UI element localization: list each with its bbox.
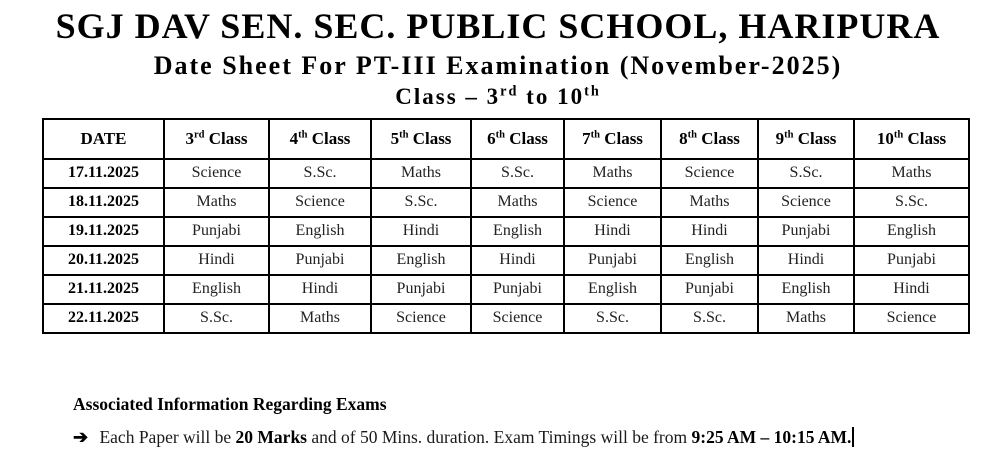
class-range-title [0,84,996,110]
subject-cell: Science [564,188,661,217]
table-header-row [43,119,969,159]
subject-cell: Hindi [758,246,854,275]
column-header-class-5: 5th Class [371,119,471,159]
info-heading: Associated Information Regarding Exams [73,393,387,414]
info-text-bold-timings: 9:25 AM – 10:15 AM. [691,427,852,448]
subject-cell: S.Sc. [371,188,471,217]
subject-cell: Science [758,188,854,217]
datesheet-title: Date Sheet For PT-III Examination (November-2025) [153,51,843,81]
subject-cell: Maths [564,159,661,188]
subject-cell: Maths [854,159,969,188]
subject-cell: Science [269,188,371,217]
column-header-class-7: 7th Class [564,119,661,159]
subject-cell: English [164,275,269,304]
subject-cell: Punjabi [164,217,269,246]
class-range-text: to 10 [518,84,585,110]
date-cell: 21.11.2025 [43,275,164,304]
subject-cell: English [758,275,854,304]
subject-cell: Punjabi [854,246,969,275]
info-text: and of 50 Mins. duration. Exam Timings will be from [306,427,692,448]
table-row [43,246,969,275]
subject-cell: Hindi [471,246,564,275]
subject-cell: English [661,246,758,275]
text-cursor[interactable] [852,427,854,447]
subject-cell: Science [371,304,471,333]
subject-cell: English [564,275,661,304]
column-header-class-6: 6th Class [471,119,564,159]
info-bullet [73,427,996,449]
subject-cell: Punjabi [758,217,854,246]
column-header-class-8: 8th Class [661,119,758,159]
arrow-bullet-icon: ➔ [73,427,89,448]
table-row [43,159,969,188]
subject-cell: English [371,246,471,275]
column-header-class-4: 4th Class [269,119,371,159]
ordinal-superscript: th [584,83,601,100]
table-row [43,304,969,333]
subject-cell: Hindi [564,217,661,246]
subject-cell: S.Sc. [564,304,661,333]
subject-cell: Hindi [164,246,269,275]
subject-cell: Punjabi [661,275,758,304]
table-row [43,275,969,304]
info-text: Each Paper will be [95,427,236,448]
document-page[interactable] [0,5,996,463]
subject-cell: Hindi [854,275,969,304]
subject-cell: S.Sc. [164,304,269,333]
info-text-bold-marks: 20 Marks [235,427,307,448]
subject-cell: S.Sc. [661,304,758,333]
subject-cell: English [269,217,371,246]
subject-cell: Science [164,159,269,188]
subject-cell: S.Sc. [854,188,969,217]
date-cell: 17.11.2025 [43,159,164,188]
subject-cell: Punjabi [471,275,564,304]
subject-cell: Maths [269,304,371,333]
date-cell: 20.11.2025 [43,246,164,275]
subject-cell: S.Sc. [269,159,371,188]
date-cell: 19.11.2025 [43,217,164,246]
table-row [43,188,969,217]
subject-cell: English [471,217,564,246]
subject-cell: Hindi [371,217,471,246]
date-cell: 22.11.2025 [43,304,164,333]
date-cell: 18.11.2025 [43,188,164,217]
column-header-class-10: 10th Class [854,119,969,159]
subject-cell: Punjabi [371,275,471,304]
subject-cell: Hindi [269,275,371,304]
subject-cell: Science [854,304,969,333]
class-range-text: Class – 3 [395,84,501,110]
subject-cell: Science [471,304,564,333]
subject-cell: S.Sc. [471,159,564,188]
column-header-class-3: 3rd Class [164,119,269,159]
subject-cell: Punjabi [269,246,371,275]
subject-cell: Maths [371,159,471,188]
subject-cell: Maths [758,304,854,333]
table-row [43,217,969,246]
school-name-title: SGJ DAV SEN. SEC. PUBLIC SCHOOL, HARIPURA [55,6,941,46]
column-header-date: DATE [43,119,164,159]
ordinal-superscript: rd [500,83,519,100]
column-header-class-9: 9th Class [758,119,854,159]
subject-cell: Hindi [661,217,758,246]
subject-cell: S.Sc. [758,159,854,188]
subject-cell: Punjabi [564,246,661,275]
datesheet-table [42,118,970,334]
subject-cell: English [854,217,969,246]
subject-cell: Maths [164,188,269,217]
subject-cell: Maths [661,188,758,217]
subject-cell: Science [661,159,758,188]
subject-cell: Maths [471,188,564,217]
